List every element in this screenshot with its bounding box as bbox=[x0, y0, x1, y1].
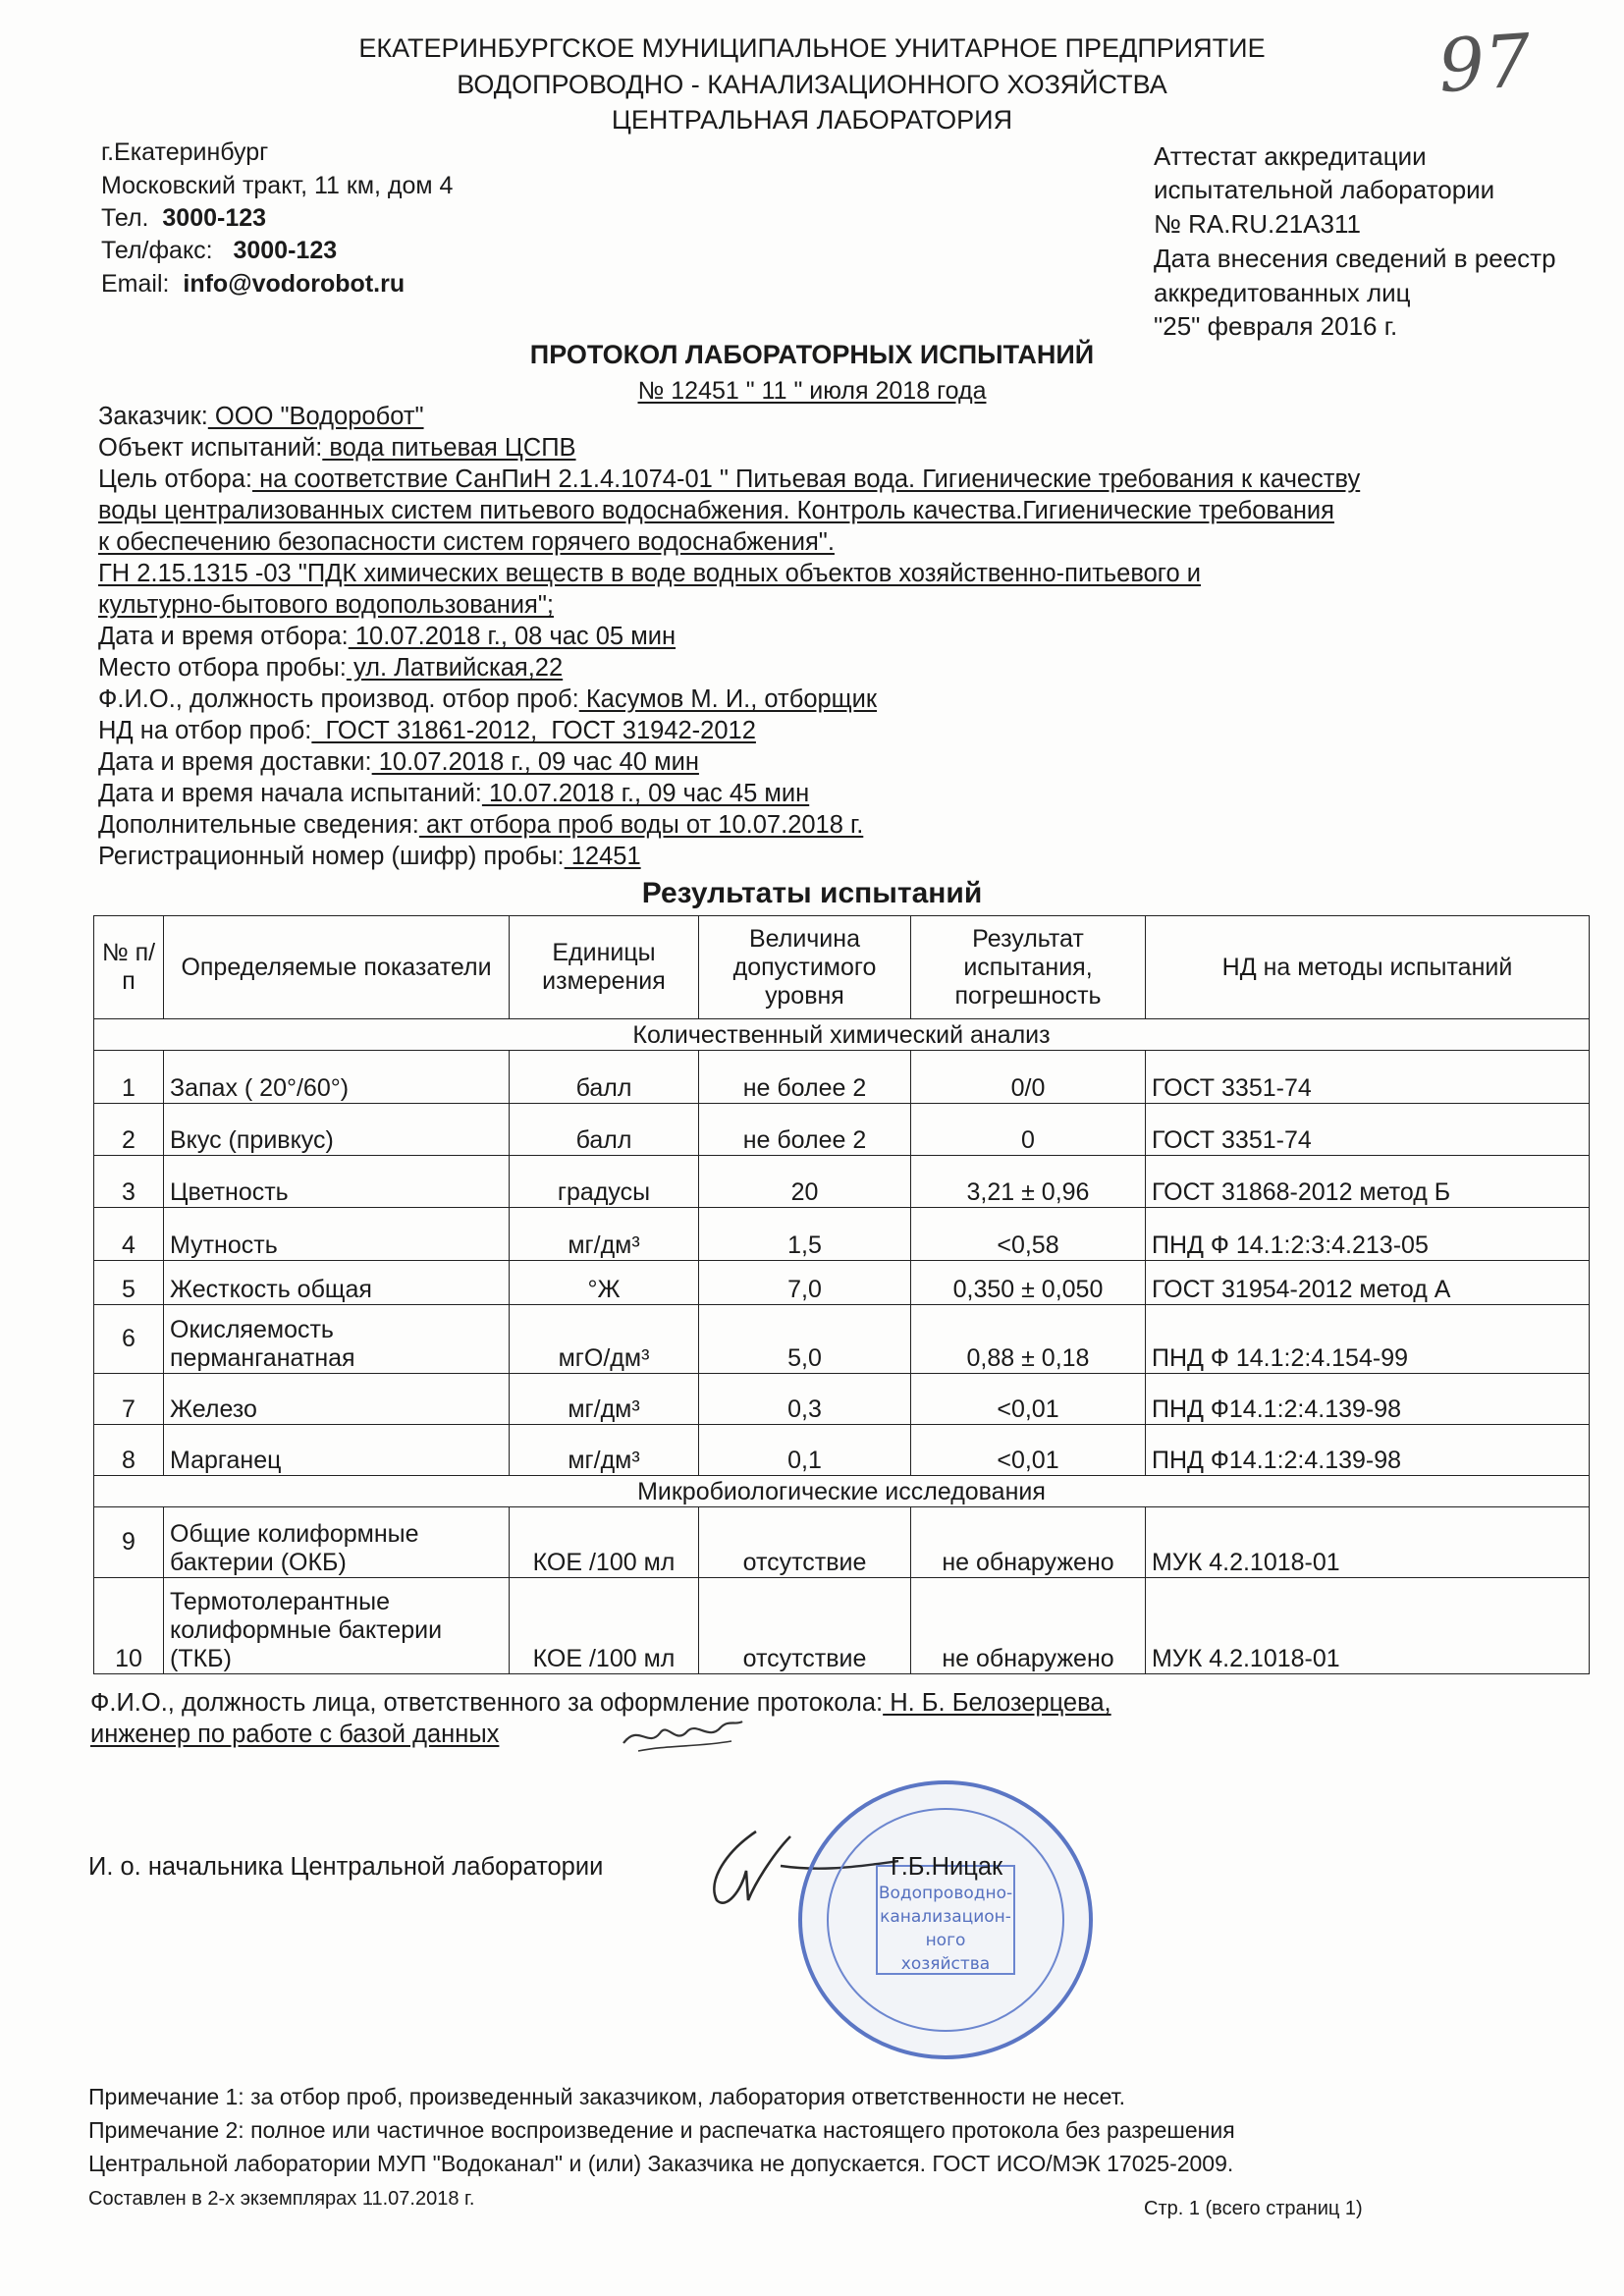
row-units: градусы bbox=[510, 1156, 699, 1208]
row-result: 0,350 ± 0,050 bbox=[911, 1261, 1146, 1305]
table-row bbox=[94, 1051, 1590, 1104]
contact-fax bbox=[101, 234, 337, 268]
row-param: Марганец bbox=[164, 1425, 510, 1476]
registration-label: Регистрационный номер (шифр) пробы: bbox=[98, 843, 565, 870]
purpose-label: Цель отбора: bbox=[98, 465, 252, 493]
row-no: 6 bbox=[94, 1305, 164, 1374]
header-units: Единицы измерения bbox=[510, 916, 699, 1019]
org-name-line-1: ЕКАТЕРИНБУРГСКОЕ МУНИЦИПАЛЬНОЕ УНИТАРНОЕ ПРЕДПРИЯТИЕ bbox=[358, 33, 1266, 63]
header-result: Результат испытания, погрешность bbox=[911, 916, 1146, 1019]
results-title: Результаты испытаний bbox=[641, 877, 983, 909]
header-method: НД на методы испытаний bbox=[1146, 916, 1590, 1019]
fax-label: Тел/факс: bbox=[101, 237, 213, 264]
field-sampling-datetime bbox=[98, 621, 676, 652]
field-registration-number bbox=[98, 841, 641, 872]
page-counter: Стр. 1 (всего страниц 1) bbox=[1144, 2198, 1363, 2219]
svg-text:Водопроводно-: Водопроводно- bbox=[878, 1884, 1013, 1903]
table-row bbox=[94, 1104, 1590, 1156]
row-limit: 20 bbox=[699, 1156, 911, 1208]
registration-value: 12451 bbox=[564, 843, 641, 870]
organization-stamp bbox=[793, 1773, 1098, 2067]
row-limit: 7,0 bbox=[699, 1261, 911, 1305]
row-method: ГОСТ 31868-2012 метод Б bbox=[1146, 1156, 1590, 1208]
field-sampling-place bbox=[98, 652, 563, 683]
email-value: info@vodorobot.ru bbox=[183, 270, 406, 298]
copies-note: Составлен в 2-х экземплярах 11.07.2018 г. bbox=[88, 2188, 475, 2210]
field-sampling-nd bbox=[98, 715, 756, 746]
field-customer bbox=[98, 401, 424, 432]
table-row bbox=[94, 1156, 1590, 1208]
object-value: вода питьевая ЦСПВ bbox=[322, 434, 576, 462]
row-units: мгО/дм³ bbox=[510, 1305, 699, 1374]
row-param: Вкус (привкус) bbox=[164, 1104, 510, 1156]
row-limit: не более 2 bbox=[699, 1104, 911, 1156]
table-row bbox=[94, 1261, 1590, 1305]
responsible-name: Н. Б. Белозерцева, bbox=[883, 1689, 1111, 1717]
field-object bbox=[98, 432, 576, 464]
row-limit: 0,1 bbox=[699, 1425, 911, 1476]
delivery-value: 10.07.2018 г., 09 час 40 мин bbox=[371, 748, 699, 776]
responsible-label: Ф.И.О., должность лица, ответственного за оформление протокола: bbox=[90, 1689, 884, 1717]
sampler-label: Ф.И.О., должность производ. отбор проб: bbox=[98, 685, 579, 713]
row-param: Железо bbox=[164, 1374, 510, 1425]
purpose-line-1: на соответствие СанПиН 2.1.4.1074-01 " Питьевая вода. Гигиенические требования к качеству bbox=[251, 465, 1361, 493]
protocol-number: № 12451 " 11 " июля 2018 года bbox=[637, 377, 987, 405]
table-row bbox=[94, 1305, 1590, 1374]
org-name-line-3: ЦЕНТРАЛЬНАЯ ЛАБОРАТОРИЯ bbox=[611, 105, 1013, 135]
row-param: Цветность bbox=[164, 1156, 510, 1208]
purpose-line-5: культурно-бытового водопользования"; bbox=[98, 591, 554, 619]
contact-email bbox=[101, 267, 405, 301]
row-result: 0 bbox=[911, 1104, 1146, 1156]
row-units: КОЕ /100 мл bbox=[510, 1507, 699, 1578]
row-no: 7 bbox=[94, 1374, 164, 1425]
header-limit: Величина допустимого уровня bbox=[699, 916, 911, 1019]
sampling-place-label: Место отбора пробы: bbox=[98, 654, 347, 682]
row-param: Окисляемость перманганатная bbox=[164, 1305, 510, 1374]
sampler-value: Касумов М. И., отборщик bbox=[578, 685, 878, 713]
row-no: 2 bbox=[94, 1104, 164, 1156]
row-no: 5 bbox=[94, 1261, 164, 1305]
org-name-line-2: ВОДОПРОВОДНО - КАНАЛИЗАЦИОННОГО ХОЗЯЙСТВА bbox=[457, 70, 1167, 99]
accreditation-line-5: аккредитованных лиц bbox=[1154, 278, 1411, 307]
delivery-label: Дата и время доставки: bbox=[98, 748, 372, 776]
row-param: Мутность bbox=[164, 1208, 510, 1261]
table-row bbox=[94, 1208, 1590, 1261]
protocol-title: ПРОТОКОЛ ЛАБОРАТОРНЫХ ИСПЫТАНИЙ bbox=[529, 340, 1095, 369]
responsible-line bbox=[90, 1687, 1111, 1719]
row-units: балл bbox=[510, 1051, 699, 1104]
row-result: не обнаружено bbox=[911, 1507, 1146, 1578]
row-limit: 1,5 bbox=[699, 1208, 911, 1261]
purpose-line-4: ГН 2.15.1315 -03 "ПДК химических веществ в воде водных объектов хозяйственно-питьевого и bbox=[98, 560, 1202, 587]
row-no: 1 bbox=[94, 1051, 164, 1104]
table-row bbox=[94, 1507, 1590, 1578]
row-method: ПНД Ф14.1:2:4.139-98 bbox=[1146, 1374, 1590, 1425]
row-result: не обнаружено bbox=[911, 1578, 1146, 1674]
row-method: ГОСТ 31954-2012 метод А bbox=[1146, 1261, 1590, 1305]
extra-info-value: акт отбора проб воды от 10.07.2018 г. bbox=[418, 811, 864, 839]
extra-info-label: Дополнительные сведения: bbox=[98, 811, 419, 839]
phone-label: Тел. bbox=[101, 204, 149, 232]
row-units: мг/дм³ bbox=[510, 1374, 699, 1425]
note-2-line-2: Центральной лаборатории МУП "Водоканал" и (или) Заказчика не допускается. ГОСТ ИСО/МЭК 17025-2009. bbox=[88, 2151, 1234, 2176]
sampling-nd-label: НД на отбор проб: bbox=[98, 717, 312, 744]
header-param: Определяемые показатели bbox=[164, 916, 510, 1019]
sampling-datetime-value: 10.07.2018 г., 08 час 05 мин bbox=[348, 623, 677, 650]
field-extra-info bbox=[98, 809, 863, 841]
purpose-line-3: к обеспечению безопасности систем горячего водоснабжения". bbox=[98, 528, 835, 556]
row-no: 3 bbox=[94, 1156, 164, 1208]
sampling-place-value: ул. Латвийская,22 bbox=[346, 654, 564, 682]
fax-value: 3000-123 bbox=[233, 237, 338, 264]
note-1: Примечание 1: за отбор проб, произведенный заказчиком, лаборатория ответственности не несет. bbox=[88, 2084, 1126, 2109]
row-method: МУК 4.2.1018-01 bbox=[1146, 1507, 1590, 1578]
svg-text:хозяйства: хозяйства bbox=[900, 1954, 991, 1974]
svg-text:канализацион-: канализацион- bbox=[880, 1907, 1011, 1927]
accreditation-line-4: Дата внесения сведений в реестр bbox=[1154, 244, 1556, 273]
field-delivery bbox=[98, 746, 699, 778]
row-units: мг/дм³ bbox=[510, 1208, 699, 1261]
row-param: Запах ( 20°/60°) bbox=[164, 1051, 510, 1104]
row-no: 10 bbox=[94, 1578, 164, 1674]
purpose-line-2: воды централизованных систем питьевого водоснабжения. Контроль качества.Гигиенические требования bbox=[98, 497, 1334, 524]
table-row bbox=[94, 1578, 1590, 1674]
row-units: °Ж bbox=[510, 1261, 699, 1305]
row-limit: 5,0 bbox=[699, 1305, 911, 1374]
row-result: 0/0 bbox=[911, 1051, 1146, 1104]
table-row bbox=[94, 1425, 1590, 1476]
contact-phone bbox=[101, 201, 266, 236]
row-param: Общие колиформные бактерии (ОКБ) bbox=[164, 1507, 510, 1578]
handwritten-page-mark: 97 bbox=[1435, 18, 1535, 110]
object-label: Объект испытаний: bbox=[98, 434, 323, 462]
row-units: мг/дм³ bbox=[510, 1425, 699, 1476]
row-units: КОЕ /100 мл bbox=[510, 1578, 699, 1674]
head-label: И. о. начальника Центральной лаборатории bbox=[88, 1853, 604, 1881]
email-label: Email: bbox=[101, 270, 170, 298]
row-result: <0,58 bbox=[911, 1208, 1146, 1261]
row-method: ГОСТ 3351-74 bbox=[1146, 1051, 1590, 1104]
section-chemical: Количественный химический анализ bbox=[94, 1019, 1590, 1051]
sampling-datetime-label: Дата и время отбора: bbox=[98, 623, 349, 650]
contact-address: Московский тракт, 11 км, дом 4 bbox=[101, 172, 454, 199]
row-result: <0,01 bbox=[911, 1374, 1146, 1425]
results-header-row bbox=[94, 916, 1590, 1019]
row-limit: отсутствие bbox=[699, 1507, 911, 1578]
row-param: Термотолерантные колиформные бактерии (ТКБ) bbox=[164, 1578, 510, 1674]
table-row bbox=[94, 1374, 1590, 1425]
customer-value: ООО "Водоробот" bbox=[207, 403, 424, 430]
results-table bbox=[93, 915, 1590, 1674]
row-limit: не более 2 bbox=[699, 1051, 911, 1104]
row-method: МУК 4.2.1018-01 bbox=[1146, 1578, 1590, 1674]
row-limit: отсутствие bbox=[699, 1578, 911, 1674]
row-units: балл bbox=[510, 1104, 699, 1156]
responsible-position: инженер по работе с базой данных bbox=[90, 1721, 500, 1748]
row-limit: 0,3 bbox=[699, 1374, 911, 1425]
row-method: ПНД Ф14.1:2:4.139-98 bbox=[1146, 1425, 1590, 1476]
row-method: ПНД Ф 14.1:2:4.154-99 bbox=[1146, 1305, 1590, 1374]
customer-label: Заказчик: bbox=[98, 403, 208, 430]
accreditation-date: "25" февраля 2016 г. bbox=[1154, 311, 1398, 341]
row-result: 3,21 ± 0,96 bbox=[911, 1156, 1146, 1208]
row-result: 0,88 ± 0,18 bbox=[911, 1305, 1146, 1374]
contact-city: г.Екатеринбург bbox=[101, 138, 269, 166]
row-no: 4 bbox=[94, 1208, 164, 1261]
row-param: Жесткость общая bbox=[164, 1261, 510, 1305]
section-microbiology: Микробиологические исследования bbox=[94, 1476, 1590, 1507]
row-method: ПНД Ф 14.1:2:3:4.213-05 bbox=[1146, 1208, 1590, 1261]
field-sampler bbox=[98, 683, 877, 715]
header-no: № п/п bbox=[94, 916, 164, 1019]
field-purpose bbox=[98, 464, 1360, 495]
phone-value: 3000-123 bbox=[162, 204, 267, 232]
row-no: 8 bbox=[94, 1425, 164, 1476]
note-2-line-1: Примечание 2: полное или частичное воспроизведение и распечатка настоящего протокола без разрешения bbox=[88, 2117, 1235, 2143]
accreditation-number: № RA.RU.21A311 bbox=[1154, 209, 1361, 239]
signature-responsible bbox=[619, 1704, 746, 1763]
svg-text:ного: ного bbox=[925, 1931, 966, 1950]
row-method: ГОСТ 3351-74 bbox=[1146, 1104, 1590, 1156]
field-test-start bbox=[98, 778, 809, 809]
row-no: 9 bbox=[94, 1507, 164, 1578]
test-start-label: Дата и время начала испытаний: bbox=[98, 780, 482, 807]
test-start-value: 10.07.2018 г., 09 час 45 мин bbox=[481, 780, 810, 807]
accreditation-line-2: испытательной лаборатории bbox=[1154, 175, 1495, 204]
sampling-nd-value: ГОСТ 31861-2012, ГОСТ 31942-2012 bbox=[311, 717, 756, 744]
head-name: Г.Б.Ницак bbox=[891, 1853, 1003, 1881]
row-result: <0,01 bbox=[911, 1425, 1146, 1476]
accreditation-line-1: Аттестат аккредитации bbox=[1154, 141, 1427, 171]
